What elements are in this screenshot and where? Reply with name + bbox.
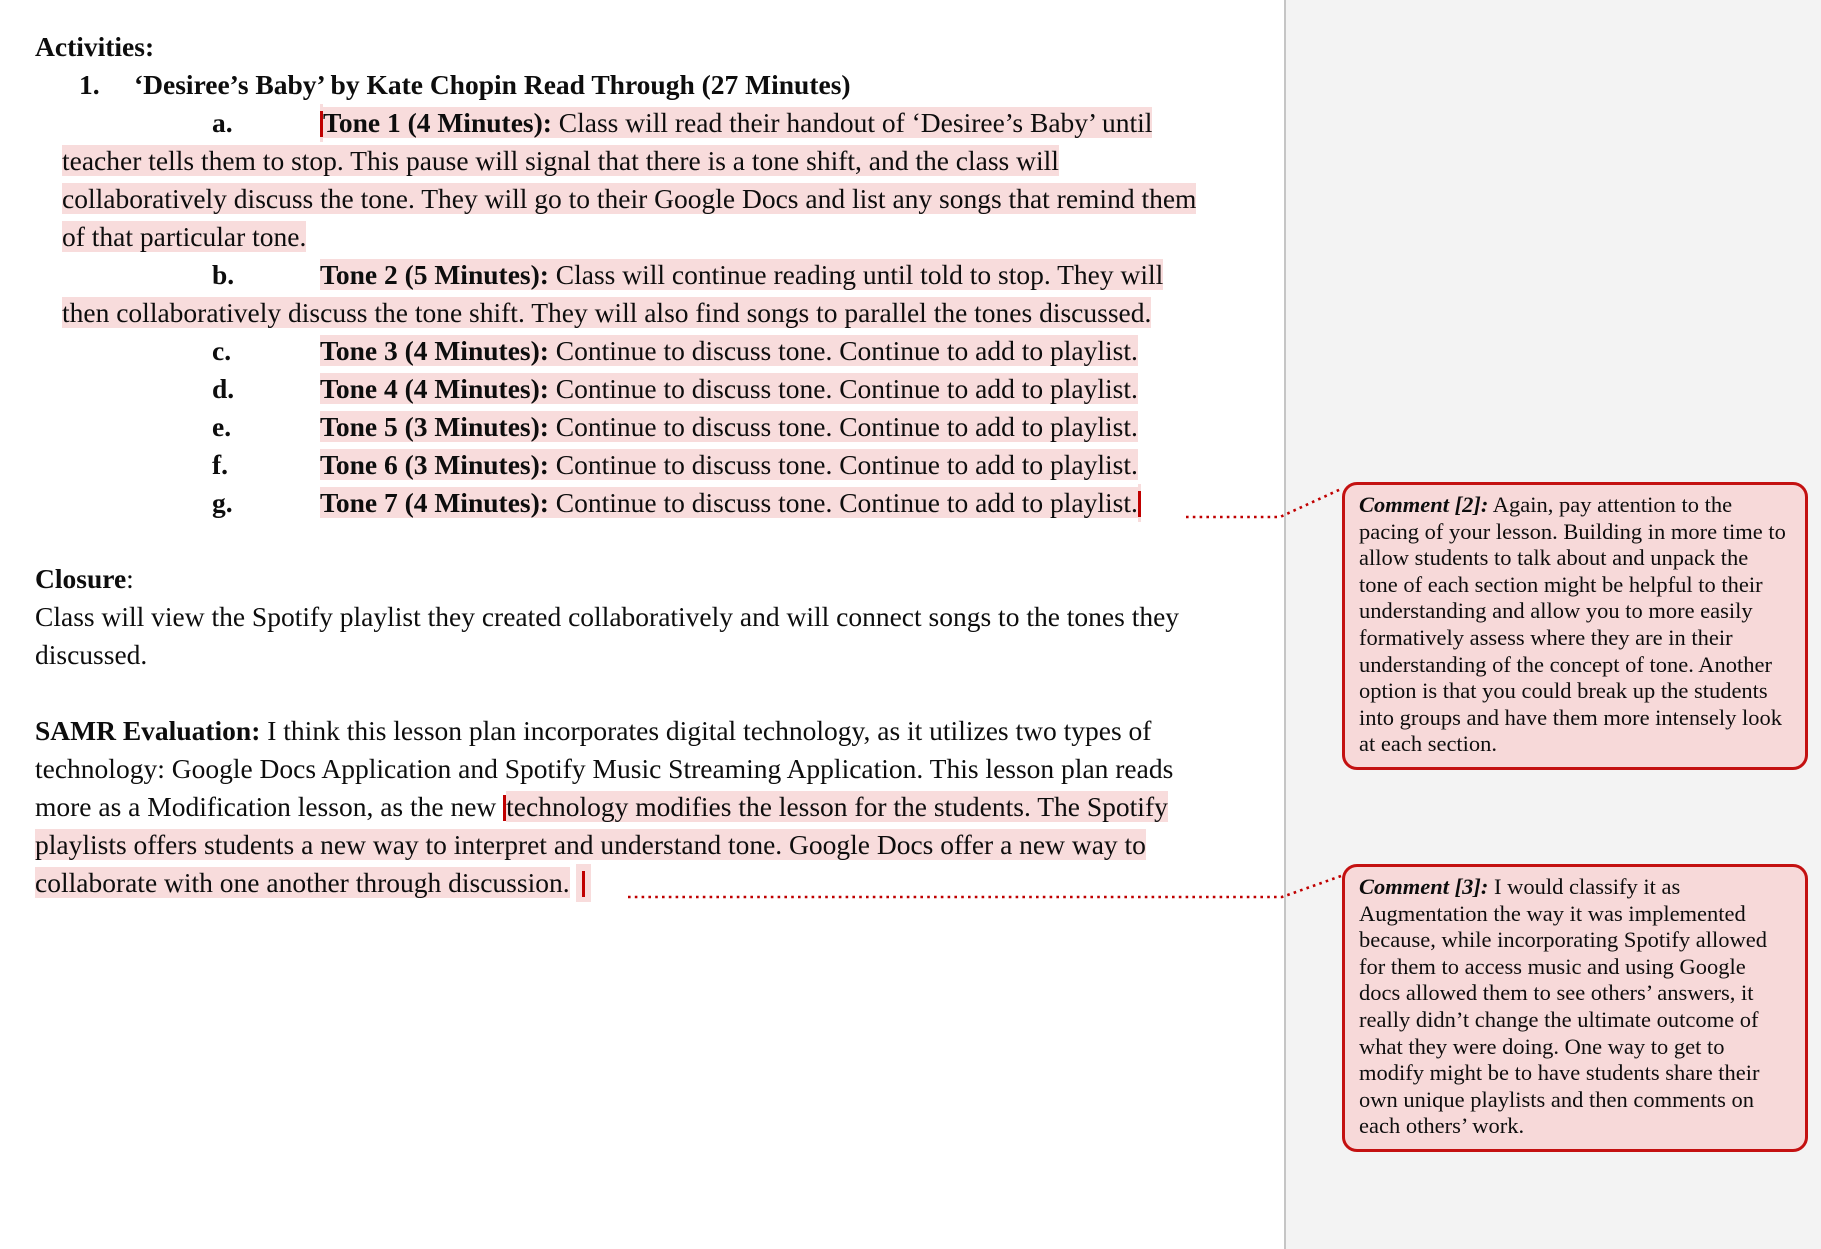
text-run: Tone 3 (4 Minutes): (320, 335, 556, 366)
text-line[interactable] (0, 142, 1284, 180)
text-line[interactable] (0, 180, 1284, 218)
text-run: ‘Desiree’s Baby’ by Kate Chopin Read Through (27 Minutes) (134, 69, 851, 100)
text-line[interactable] (0, 66, 1284, 104)
comment-anchor-icon (1138, 484, 1141, 522)
text-run: technology: Google Docs Application and Spotify Music Streaming Application. This lesson plan reads (35, 753, 1174, 784)
text-line[interactable] (0, 446, 1284, 484)
text-run: I think this lesson plan incorporates digital technology, as it utilizes two types of (267, 715, 1152, 746)
text-run: technology modifies the lesson for the students. The Spotify (506, 791, 1168, 822)
list-marker: f. (212, 449, 229, 480)
document-page[interactable] (0, 28, 1284, 1249)
text-line[interactable] (0, 826, 1284, 864)
text-line[interactable] (0, 712, 1284, 750)
text-run: collaborate with one another through discussion. (35, 867, 570, 898)
text-line[interactable] (0, 104, 1284, 142)
text-run (570, 867, 577, 898)
text-run: Tone 5 (3 Minutes): (320, 411, 556, 442)
text-line[interactable] (0, 256, 1284, 294)
text-line[interactable] (0, 294, 1284, 332)
comment-box-3[interactable] (1342, 864, 1808, 1152)
comment-text: Again, pay attention to the pacing of your lesson. Building in more time to allow students to talk about and unpack the tone of each section might be helpful to their understanding and allow you to more easily formatively assess where they are in their understanding of the concept of tone. Another option is that you could break up the students into groups and have them more intensely look at each section. (1359, 492, 1786, 757)
text-line[interactable] (0, 636, 1284, 674)
list-marker: g. (212, 487, 233, 518)
text-run: then collaboratively discuss the tone shift. They will also find songs to parallel the tones discussed. (62, 297, 1152, 328)
text-run: Activities: (35, 31, 155, 62)
text-run: Tone 6 (3 Minutes): (320, 449, 556, 480)
text-line[interactable] (0, 28, 1284, 66)
comment-anchor-icon (576, 864, 591, 902)
list-marker: e. (212, 411, 232, 442)
text-run: playlists offers students a new way to interpret and understand tone. Google Docs offer a new way to (35, 829, 1146, 860)
text-run: Continue to discuss tone. Continue to add to playlist. (555, 411, 1138, 442)
text-line[interactable] (0, 788, 1284, 826)
text-run: Continue to discuss tone. Continue to add to playlist. (555, 335, 1138, 366)
text-run: collaboratively discuss the tone. They will go to their Google Docs and list any songs that remind them (62, 183, 1197, 214)
text-line[interactable] (0, 408, 1284, 446)
comment-label: Comment [3]: (1359, 874, 1489, 899)
text-run: Tone 7 (4 Minutes): (320, 487, 556, 518)
text-run: Tone 2 (5 Minutes): (320, 259, 556, 290)
text-run: Class will continue reading until told to stop. They will (555, 259, 1164, 290)
text-run: : (126, 563, 134, 594)
text-run: Continue to discuss tone. Continue to add to playlist. (555, 449, 1138, 480)
text-run: Class will view the Spotify playlist they created collaboratively and will connect songs to the tones they (35, 601, 1180, 632)
list-marker: c. (212, 335, 232, 366)
blank-line[interactable] (0, 522, 1284, 560)
list-marker: a. (212, 107, 233, 138)
text-line[interactable] (0, 218, 1284, 256)
comment-text: I would classify it as Augmentation the way it was implemented because, while incorporating Spotify allowed for them to access music and using Google docs allowed them to see others’ answers, it really didn’t change the ultimate outcome of what they were doing. One way to get to modify might be to have students share their own unique playlists and then comments on each others’ work. (1359, 874, 1768, 1139)
text-run: Class will read their handout of ‘Desiree’s Baby’ until (558, 107, 1153, 138)
text-run: Continue to discuss tone. Continue to add to playlist. (555, 487, 1138, 518)
text-line[interactable] (0, 332, 1284, 370)
text-line[interactable] (0, 864, 1284, 902)
text-line[interactable] (0, 370, 1284, 408)
text-run: SAMR Evaluation: (35, 715, 268, 746)
comments-panel (1284, 0, 1821, 1249)
text-run: Tone 1 (4 Minutes): (323, 107, 559, 138)
text-run: Continue to discuss tone. Continue to add to playlist. (555, 373, 1138, 404)
comment-box-2[interactable] (1342, 482, 1808, 770)
list-marker: b. (212, 259, 235, 290)
text-line[interactable] (0, 560, 1284, 598)
text-run: Tone 4 (4 Minutes): (320, 373, 556, 404)
blank-line[interactable] (0, 674, 1284, 712)
text-run: discussed. (35, 639, 148, 670)
text-run: teacher tells them to stop. This pause will signal that there is a tone shift, and the class will (62, 145, 1059, 176)
list-marker: d. (212, 373, 235, 404)
text-run: of that particular tone. (62, 221, 307, 252)
comment-label: Comment [2]: (1359, 492, 1489, 517)
text-line[interactable] (0, 750, 1284, 788)
text-run: more as a Modification lesson, as the new (35, 791, 504, 822)
text-run: Closure (35, 563, 127, 594)
text-line[interactable] (0, 598, 1284, 636)
list-marker: 1. (79, 69, 100, 100)
text-line[interactable] (0, 484, 1284, 522)
